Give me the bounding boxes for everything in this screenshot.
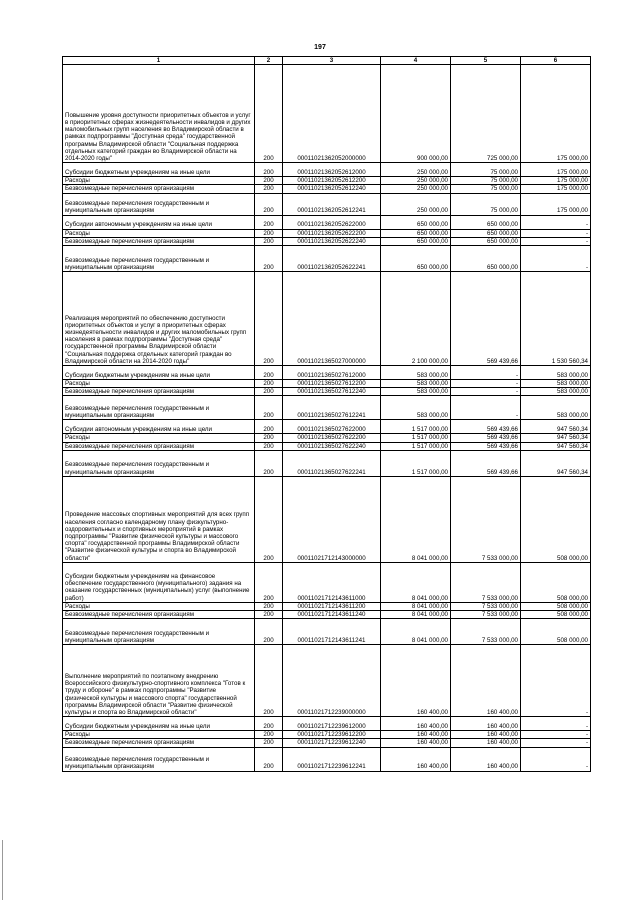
amount-col4-cell: 583 000,00	[381, 396, 451, 420]
column-2-cell: 200	[255, 246, 283, 272]
table-row	[63, 611, 591, 619]
classification-code-cell: 00011021712239000000	[283, 645, 381, 717]
expense-name-cell: Безвозмездные перечисления организациям	[63, 388, 255, 396]
classification-code-cell: 00011021362052612000	[283, 163, 381, 177]
expense-name-cell: Безвозмездные перечисления организациям	[63, 611, 255, 619]
amount-col6-cell: 175 000,00	[521, 193, 591, 215]
amount-col6-cell: 583 000,00	[521, 380, 591, 388]
column-2-cell: 200	[255, 237, 283, 245]
column-2-cell: 200	[255, 611, 283, 619]
amount-col5-cell: 160 400,00	[451, 645, 521, 717]
amount-col5-cell: -	[451, 396, 521, 420]
amount-col6-cell: -	[521, 246, 591, 272]
amount-col5-cell: 569 439,66	[451, 272, 521, 366]
amount-col4-cell: 160 400,00	[381, 747, 451, 771]
table-row	[63, 185, 591, 193]
amount-col6-cell: -	[521, 747, 591, 771]
amount-col6-cell: 583 000,00	[521, 388, 591, 396]
amount-col5-cell: 160 400,00	[451, 747, 521, 771]
amount-col5-cell: 7 533 000,00	[451, 619, 521, 645]
classification-code-cell: 00011021712143611241	[283, 619, 381, 645]
classification-code-cell: 00011021712143611200	[283, 602, 381, 610]
scan-edge-mark	[2, 840, 3, 900]
expense-name-cell: Проведение массовых спортивных мероприятий для всех групп населения согласно календарному плану физкультурно-оздоровительных и спортивных мероприятий в рамках подпрограммы "Развитие физической культуры и массового спорта" государственной программы Владимирской области "Развитие физической культуры и спорта во Владимирской области"	[63, 476, 255, 562]
expense-name-cell: Безвозмездные перечисления организациям	[63, 237, 255, 245]
column-2-cell: 200	[255, 739, 283, 747]
column-2-cell: 200	[255, 380, 283, 388]
table-row	[63, 396, 591, 420]
amount-col5-cell: 7 533 000,00	[451, 562, 521, 602]
amount-col6-cell: 508 000,00	[521, 562, 591, 602]
expense-name-cell: Субсидии автономным учреждениям на иные цели	[63, 420, 255, 434]
expense-name-cell: Безвозмездные перечисления организациям	[63, 739, 255, 747]
classification-code-cell: 00011021365027612000	[283, 366, 381, 380]
amount-col6-cell: 508 000,00	[521, 619, 591, 645]
amount-col4-cell: 2 100 000,00	[381, 272, 451, 366]
expense-name-cell: Расходы	[63, 434, 255, 442]
amount-col4-cell: 250 000,00	[381, 177, 451, 185]
header-cell: 3	[283, 57, 381, 65]
column-2-cell: 200	[255, 366, 283, 380]
column-2-cell: 200	[255, 645, 283, 717]
classification-code-cell: 00011021362052612240	[283, 185, 381, 193]
column-2-cell: 200	[255, 450, 283, 476]
table-row	[63, 380, 591, 388]
expense-name-cell: Выполнение мероприятий по поэтапному внедрению Всероссийского физкультурно-спортивного комплекса "Готов к труду и обороне" в рамках подпрограммы "Развитие физической культуры и массового спорта" государственной программы Владимирской области "Развитие физической культуры и спорта во Владимирской области"	[63, 645, 255, 717]
classification-code-cell: 00011021362052622240	[283, 237, 381, 245]
classification-code-cell: 00011021365027612200	[283, 380, 381, 388]
classification-code-cell: 00011021362052000000	[283, 65, 381, 163]
expense-name-cell: Расходы	[63, 731, 255, 739]
amount-col5-cell: 160 400,00	[451, 717, 521, 731]
amount-col4-cell: 1 517 000,00	[381, 450, 451, 476]
amount-col4-cell: 160 400,00	[381, 645, 451, 717]
amount-col4-cell: 160 400,00	[381, 717, 451, 731]
classification-code-cell: 00011021712143000000	[283, 476, 381, 562]
amount-col5-cell: -	[451, 388, 521, 396]
column-2-cell: 200	[255, 185, 283, 193]
classification-code-cell: 00011021712143611000	[283, 562, 381, 602]
header-cell: 2	[255, 57, 283, 65]
table-row	[63, 645, 591, 717]
amount-col4-cell: 650 000,00	[381, 229, 451, 237]
amount-col6-cell: 947 560,34	[521, 420, 591, 434]
table-row	[63, 272, 591, 366]
amount-col4-cell: 900 000,00	[381, 65, 451, 163]
amount-col5-cell: -	[451, 380, 521, 388]
expense-name-cell: Безвозмездные перечисления государственным и муниципальным организациям	[63, 450, 255, 476]
classification-code-cell: 00011021365027622200	[283, 434, 381, 442]
amount-col5-cell: 725 000,00	[451, 65, 521, 163]
amount-col4-cell: 650 000,00	[381, 237, 451, 245]
amount-col6-cell: -	[521, 237, 591, 245]
expense-name-cell: Безвозмездные перечисления государственным и муниципальным организациям	[63, 619, 255, 645]
header-cell: 5	[451, 57, 521, 65]
column-2-cell: 200	[255, 215, 283, 229]
table-row	[63, 442, 591, 450]
budget-table	[62, 56, 591, 772]
column-2-cell: 200	[255, 731, 283, 739]
classification-code-cell: 00011021365027622241	[283, 450, 381, 476]
column-2-cell: 200	[255, 619, 283, 645]
column-2-cell: 200	[255, 420, 283, 434]
expense-name-cell: Субсидии бюджетным учреждениям на иные цели	[63, 163, 255, 177]
amount-col6-cell: -	[521, 645, 591, 717]
amount-col5-cell: 650 000,00	[451, 215, 521, 229]
amount-col4-cell: 160 400,00	[381, 731, 451, 739]
table-row	[63, 420, 591, 434]
amount-col4-cell: 160 400,00	[381, 739, 451, 747]
expense-name-cell: Расходы	[63, 229, 255, 237]
expense-name-cell: Субсидии автономным учреждениям на иные цели	[63, 215, 255, 229]
table-row	[63, 619, 591, 645]
expense-name-cell: Расходы	[63, 177, 255, 185]
amount-col6-cell: -	[521, 731, 591, 739]
expense-name-cell: Повышение уровня доступности приоритетных объектов и услуг в приоритетных сферах жизнедеятельности инвалидов и других маломобильных групп населения во Владимирской области в рамках подпрограммы "Доступная среда" государственной программы Владимирской области "Социальная поддержка отдельных категорий граждан во Владимирской области на 2014-2020 годы"	[63, 65, 255, 163]
amount-col4-cell: 1 517 000,00	[381, 420, 451, 434]
column-2-cell: 200	[255, 177, 283, 185]
amount-col6-cell: 1 530 560,34	[521, 272, 591, 366]
column-2-cell: 200	[255, 65, 283, 163]
expense-name-cell: Субсидии бюджетным учреждениям на иные цели	[63, 717, 255, 731]
table-row	[63, 215, 591, 229]
amount-col6-cell: 508 000,00	[521, 476, 591, 562]
expense-name-cell: Расходы	[63, 602, 255, 610]
expense-name-cell: Безвозмездные перечисления государственным и муниципальным организациям	[63, 246, 255, 272]
amount-col5-cell: 7 533 000,00	[451, 611, 521, 619]
amount-col6-cell: 175 000,00	[521, 163, 591, 177]
amount-col4-cell: 583 000,00	[381, 388, 451, 396]
amount-col5-cell: 160 400,00	[451, 731, 521, 739]
column-2-cell: 200	[255, 163, 283, 177]
amount-col6-cell: 175 000,00	[521, 65, 591, 163]
table-row	[63, 450, 591, 476]
table-row	[63, 739, 591, 747]
classification-code-cell: 00011021365027622240	[283, 442, 381, 450]
amount-col6-cell: 175 000,00	[521, 185, 591, 193]
amount-col5-cell: 75 000,00	[451, 177, 521, 185]
amount-col4-cell: 8 041 000,00	[381, 611, 451, 619]
expense-name-cell: Расходы	[63, 380, 255, 388]
table-row	[63, 246, 591, 272]
amount-col4-cell: 1 517 000,00	[381, 434, 451, 442]
header-row	[63, 57, 591, 65]
amount-col5-cell: 75 000,00	[451, 193, 521, 215]
expense-name-cell: Безвозмездные перечисления государственным и муниципальным организациям	[63, 396, 255, 420]
amount-col6-cell: 508 000,00	[521, 611, 591, 619]
classification-code-cell: 00011021362052622200	[283, 229, 381, 237]
classification-code-cell: 00011021362052612200	[283, 177, 381, 185]
amount-col4-cell: 8 041 000,00	[381, 476, 451, 562]
table-row	[63, 65, 591, 163]
amount-col4-cell: 583 000,00	[381, 380, 451, 388]
expense-name-cell: Безвозмездные перечисления организациям	[63, 442, 255, 450]
classification-code-cell: 00011021362052612241	[283, 193, 381, 215]
expense-name-cell: Субсидии бюджетным учреждениям на иные цели	[63, 366, 255, 380]
classification-code-cell: 00011021365027000000	[283, 272, 381, 366]
amount-col4-cell: 8 041 000,00	[381, 602, 451, 610]
expense-name-cell: Безвозмездные перечисления государственным и муниципальным организациям	[63, 193, 255, 215]
amount-col6-cell: -	[521, 739, 591, 747]
amount-col4-cell: 8 041 000,00	[381, 562, 451, 602]
amount-col5-cell: 160 400,00	[451, 739, 521, 747]
amount-col6-cell: 947 560,34	[521, 434, 591, 442]
classification-code-cell: 00011021365027612241	[283, 396, 381, 420]
column-2-cell: 200	[255, 562, 283, 602]
amount-col4-cell: 8 041 000,00	[381, 619, 451, 645]
table-row	[63, 177, 591, 185]
amount-col5-cell: 569 439,66	[451, 420, 521, 434]
table-row	[63, 602, 591, 610]
table-row	[63, 193, 591, 215]
table-row	[63, 237, 591, 245]
amount-col4-cell: 583 000,00	[381, 366, 451, 380]
column-2-cell: 200	[255, 272, 283, 366]
amount-col4-cell: 650 000,00	[381, 246, 451, 272]
column-2-cell: 200	[255, 193, 283, 215]
classification-code-cell: 00011021362052622241	[283, 246, 381, 272]
column-2-cell: 200	[255, 442, 283, 450]
page-number: 197	[314, 44, 326, 51]
amount-col6-cell: 947 560,34	[521, 450, 591, 476]
amount-col5-cell: 75 000,00	[451, 163, 521, 177]
table-row	[63, 731, 591, 739]
column-2-cell: 200	[255, 476, 283, 562]
amount-col6-cell: 583 000,00	[521, 396, 591, 420]
amount-col4-cell: 650 000,00	[381, 215, 451, 229]
column-2-cell: 200	[255, 396, 283, 420]
column-2-cell: 200	[255, 717, 283, 731]
amount-col5-cell: 569 439,66	[451, 434, 521, 442]
amount-col5-cell: 7 533 000,00	[451, 476, 521, 562]
amount-col6-cell: 175 000,00	[521, 177, 591, 185]
expense-name-cell: Субсидии бюджетным учреждениям на финансовое обеспечение государственного (муниципального) задания на оказание государственных (муниципальных) услуг (выполнение работ)	[63, 562, 255, 602]
column-2-cell: 200	[255, 388, 283, 396]
classification-code-cell: 00011021712239612240	[283, 739, 381, 747]
classification-code-cell: 00011021712239612241	[283, 747, 381, 771]
header-cell: 6	[521, 57, 591, 65]
amount-col5-cell: 569 439,66	[451, 442, 521, 450]
classification-code-cell: 00011021712239612200	[283, 731, 381, 739]
expense-name-cell: Реализация мероприятий по обеспечению доступности приоритетных объектов и услуг в приоритетных сферах жизнедеятельности инвалидов и других маломобильных групп населения в рамках подпрограммы "Доступная среда" государственной программы Владимирской области "Социальная поддержка отдельных категорий граждан во Владимирской области на 2014-2020 годы"	[63, 272, 255, 366]
amount-col4-cell: 250 000,00	[381, 163, 451, 177]
amount-col4-cell: 250 000,00	[381, 185, 451, 193]
column-2-cell: 200	[255, 229, 283, 237]
table-row	[63, 229, 591, 237]
amount-col6-cell: 508 000,00	[521, 602, 591, 610]
expense-name-cell: Безвозмездные перечисления организациям	[63, 185, 255, 193]
classification-code-cell: 00011021365027622000	[283, 420, 381, 434]
amount-col6-cell: 583 000,00	[521, 366, 591, 380]
amount-col5-cell: 7 533 000,00	[451, 602, 521, 610]
table-row	[63, 747, 591, 771]
table-row	[63, 434, 591, 442]
classification-code-cell: 00011021712143611240	[283, 611, 381, 619]
classification-code-cell: 00011021362052622000	[283, 215, 381, 229]
expense-name-cell: Безвозмездные перечисления государственным и муниципальным организациям	[63, 747, 255, 771]
classification-code-cell: 00011021365027612240	[283, 388, 381, 396]
amount-col5-cell: 650 000,00	[451, 237, 521, 245]
amount-col6-cell: -	[521, 717, 591, 731]
table-row	[63, 717, 591, 731]
amount-col4-cell: 1 517 000,00	[381, 442, 451, 450]
header-cell: 1	[63, 57, 255, 65]
amount-col5-cell: 650 000,00	[451, 229, 521, 237]
amount-col5-cell: -	[451, 366, 521, 380]
amount-col4-cell: 250 000,00	[381, 193, 451, 215]
header-cell: 4	[381, 57, 451, 65]
classification-code-cell: 00011021712239612000	[283, 717, 381, 731]
amount-col5-cell: 75 000,00	[451, 185, 521, 193]
column-2-cell: 200	[255, 747, 283, 771]
table-row	[63, 562, 591, 602]
table-row	[63, 476, 591, 562]
amount-col5-cell: 569 439,66	[451, 450, 521, 476]
amount-col6-cell: -	[521, 229, 591, 237]
amount-col5-cell: 650 000,00	[451, 246, 521, 272]
amount-col6-cell: -	[521, 215, 591, 229]
column-2-cell: 200	[255, 434, 283, 442]
table-row	[63, 366, 591, 380]
table-row	[63, 388, 591, 396]
table-row	[63, 163, 591, 177]
column-2-cell: 200	[255, 602, 283, 610]
amount-col6-cell: 947 560,34	[521, 442, 591, 450]
